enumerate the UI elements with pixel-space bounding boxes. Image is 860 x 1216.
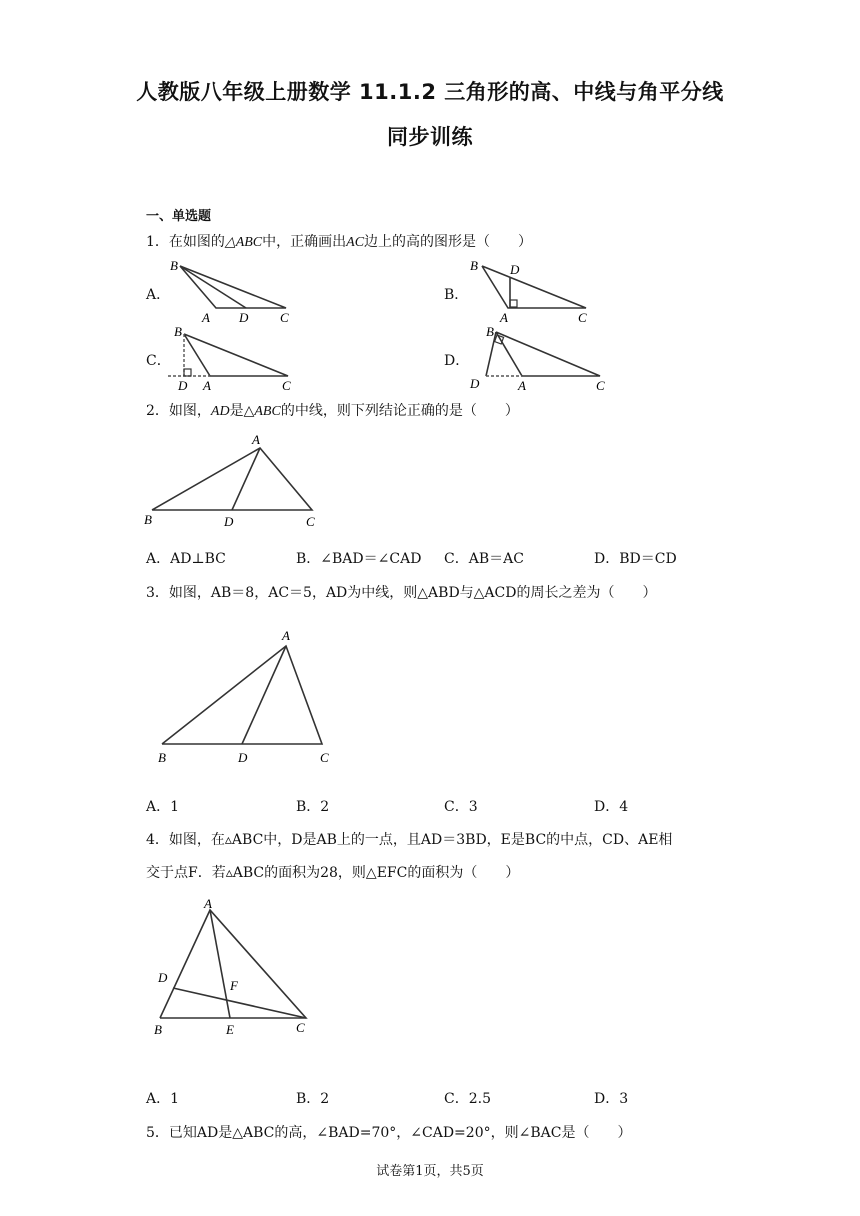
question-1: 1．在如图的△ABC中，正确画出AC边上的高的图形是（ ） (146, 234, 533, 250)
label-b: B (154, 1022, 162, 1037)
q4-option-c[interactable]: C．2.5 (444, 1091, 491, 1107)
page-footer: 试卷第1页，共5页 (376, 1164, 484, 1179)
q4-option-a[interactable]: A．1 (146, 1091, 180, 1107)
q2-option-c[interactable]: C．AB＝AC (444, 551, 524, 567)
label-b: B (174, 324, 182, 339)
section-heading: 一、单选题 (146, 209, 212, 224)
label-d: D (239, 310, 249, 325)
q2-option-b[interactable]: B．∠BAD＝∠CAD (296, 551, 422, 567)
question-4-line2: 交于点F．若▵ABC的面积为28，则△EFC的面积为（ ） (146, 865, 520, 881)
label-d: D (238, 750, 248, 765)
label-a: A (252, 432, 260, 447)
doc-title-line1: 人教版八年级上册数学 11.1.2 三角形的高、中线与角平分线 (136, 80, 724, 104)
label-d: D (224, 514, 234, 529)
label-b: B (144, 512, 152, 527)
label-b: B (158, 750, 166, 765)
label-a: A (203, 378, 211, 393)
label-a: A (518, 378, 526, 393)
question-2: 2．如图，AD是△ABC的中线，则下列结论正确的是（ ） (146, 403, 519, 419)
q1-option-c[interactable]: C． (146, 353, 171, 369)
label-a: A (500, 310, 508, 325)
label-d: D (178, 378, 188, 393)
q2-option-d[interactable]: D．BD＝CD (594, 551, 677, 567)
label-c: C (596, 378, 605, 393)
question-4-line1: 4．如图，在▵ABC中，D是AB上的一点，且AD＝3BD，E是BC的中点，CD、AE相 (146, 832, 673, 848)
label-c: C (578, 310, 587, 325)
label-b: B (170, 258, 178, 273)
label-c: C (306, 514, 315, 529)
q1-figure-c (166, 322, 306, 394)
q1-figure-a (166, 256, 306, 326)
label-a: A (282, 628, 290, 643)
label-b: B (486, 324, 494, 339)
label-b: B (470, 258, 478, 273)
q3-option-d[interactable]: D．4 (594, 799, 629, 815)
label-a: A (202, 310, 210, 325)
q3-option-c[interactable]: C．3 (444, 799, 478, 815)
q1-option-a[interactable]: A． (146, 287, 171, 303)
question-5: 5．已知AD是△ABC的高，∠BAD=70°，∠CAD=20°，则∠BAC是（ ） (146, 1125, 632, 1141)
q2-figure (140, 428, 330, 532)
label-a: A (204, 896, 212, 911)
q1-figure-b (464, 256, 604, 326)
question-3: 3．如图，AB＝8，AC＝5，AD为中线，则△ABD与△ACD的周长之差为（ ） (146, 585, 657, 601)
label-c: C (296, 1020, 305, 1035)
label-d: D (510, 262, 520, 277)
q4-option-b[interactable]: B．2 (296, 1091, 330, 1107)
q2-option-a[interactable]: A．AD⊥BC (146, 551, 226, 567)
label-f: F (230, 978, 238, 993)
label-d: D (470, 376, 480, 391)
q3-option-b[interactable]: B．2 (296, 799, 330, 815)
q4-option-d[interactable]: D．3 (594, 1091, 629, 1107)
label-c: C (320, 750, 329, 765)
q3-option-a[interactable]: A．1 (146, 799, 180, 815)
label-e: E (226, 1022, 234, 1037)
q1-figure-d (464, 322, 614, 394)
q1-option-b[interactable]: B． (444, 287, 469, 303)
q1-option-d[interactable]: D． (444, 353, 470, 369)
label-c: C (282, 378, 291, 393)
q4-figure (150, 892, 320, 1042)
doc-title-line2: 同步训练 (387, 125, 473, 149)
q3-figure (150, 624, 340, 766)
label-c: C (280, 310, 289, 325)
label-d: D (158, 970, 168, 985)
